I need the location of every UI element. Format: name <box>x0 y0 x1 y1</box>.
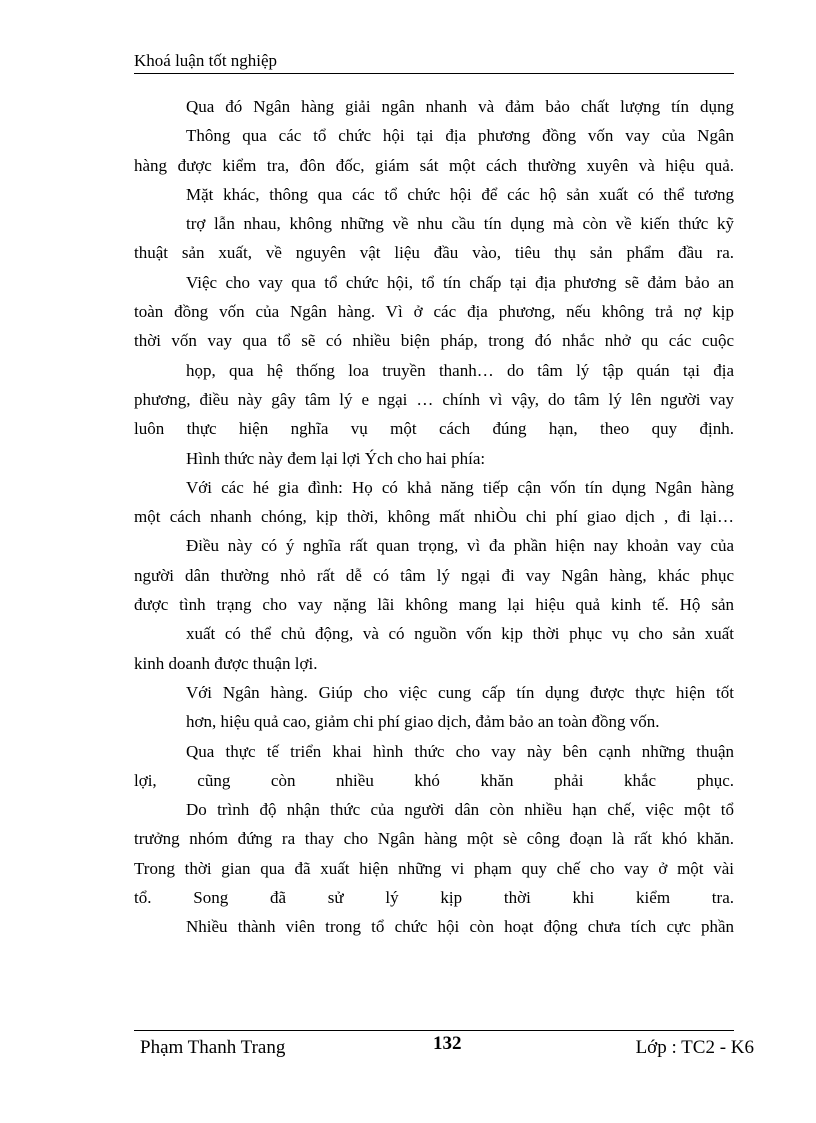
page-number: 132 <box>433 1033 462 1054</box>
text-line: thuật sản xuất, về nguyên vật liệu đầu vào, tiêu thụ sản phẩm đầu ra. <box>134 243 734 263</box>
text-line: một cách nhanh chóng, kịp thời, không mất nhiÒu chi phí giao dịch , đi lại… <box>134 507 734 527</box>
text-line: Điều này có ý nghĩa rất quan trọng, vì đa phần hiện nay khoản vay của <box>186 536 734 556</box>
text-line: toàn đồng vốn của Ngân hàng. Vì ở các địa phương, nếu không trả nợ kịp <box>134 302 734 322</box>
text-line: lợi, cũng còn nhiều khó khăn phải khắc phục. <box>134 770 734 790</box>
text-line: Qua thực tế triển khai hình thức cho vay này bên cạnh những thuận <box>186 741 734 761</box>
page-header-title: Khoá luận tốt nghiệp <box>134 51 278 70</box>
footer-author: Phạm Thanh Trang <box>140 1037 286 1058</box>
text-line: hơn, hiệu quả cao, giảm chi phí giao dịch, đảm bảo an toàn đồng vốn. <box>186 712 660 732</box>
text-line: xuất có thể chủ động, và có nguồn vốn kịp thời phục vụ cho sản xuất <box>186 624 734 644</box>
text-line: người dân thường nhỏ rất dễ có tâm lý ngại đi vay Ngân hàng, khác phục <box>134 565 734 585</box>
text-line: hàng được kiểm tra, đôn đốc, giám sát một cách thường xuyên và hiệu quả. <box>134 155 734 175</box>
text-line: trưởng nhóm đứng ra thay cho Ngân hàng một sè công đoạn là rất khó khăn. <box>134 829 734 849</box>
text-line: luôn thực hiện nghĩa vụ một cách đúng hạn, theo quy định. <box>134 419 734 439</box>
text-line: Do trình độ nhận thức của người dân còn nhiều hạn chế, việc một tổ <box>186 800 734 820</box>
text-line: tổ. Song đã sử lý kịp thời khi kiểm tra. <box>134 888 734 908</box>
text-line: Qua đó Ngân hàng giải ngân nhanh và đảm bảo chất lượng tín dụng <box>186 97 734 116</box>
text-line: trợ lẫn nhau, không những về nhu cầu tín dụng mà còn về kiến thức kỹ <box>186 214 734 234</box>
text-line: phương, điều này gây tâm lý e ngại … chính vì vậy, do tâm lý lên người vay <box>134 389 734 409</box>
text-line: Mặt khác, thông qua các tổ chức hội để các hộ sản xuất có thể tương <box>186 184 734 204</box>
text-line: Trong thời gian qua đã xuất hiện những vi phạm quy chế cho vay ở một vài <box>134 858 734 878</box>
text-line: Nhiều thành viên trong tổ chức hội còn hoạt động chưa tích cực phần <box>186 917 734 937</box>
text-line: Thông qua các tổ chức hội tại địa phương đồng vốn vay của Ngân <box>186 126 734 146</box>
text-line: Hình thức này đem lại lợi Ých cho hai phía: <box>186 448 486 468</box>
text-line: họp, qua hệ thống loa truyền thanh… do tâm lý tập quán tại địa <box>186 360 734 380</box>
text-line: Với các hé gia đình: Họ có khả năng tiếp cận vốn tín dụng Ngân hàng <box>186 477 734 497</box>
text-line: được tình trạng cho vay nặng lãi không mang lại hiệu quả kinh tế. Hộ sản <box>134 595 734 615</box>
header-divider <box>134 73 734 74</box>
footer-divider <box>134 1030 734 1031</box>
footer-class-label: Lớp : TC2 - K6 <box>635 1037 754 1058</box>
text-line: thời vốn vay qua tổ sẽ có nhiều biện pháp, trong đó nhắc nhở qu các cuộc <box>134 331 734 351</box>
document-body <box>134 96 734 946</box>
text-line: Với Ngân hàng. Giúp cho việc cung cấp tín dụng được thực hiện tốt <box>186 682 734 702</box>
text-line: Việc cho vay qua tổ chức hội, tổ tín chấp tại địa phương sẽ đảm bảo an <box>186 272 734 292</box>
text-line: kinh doanh được thuận lợi. <box>134 653 318 673</box>
